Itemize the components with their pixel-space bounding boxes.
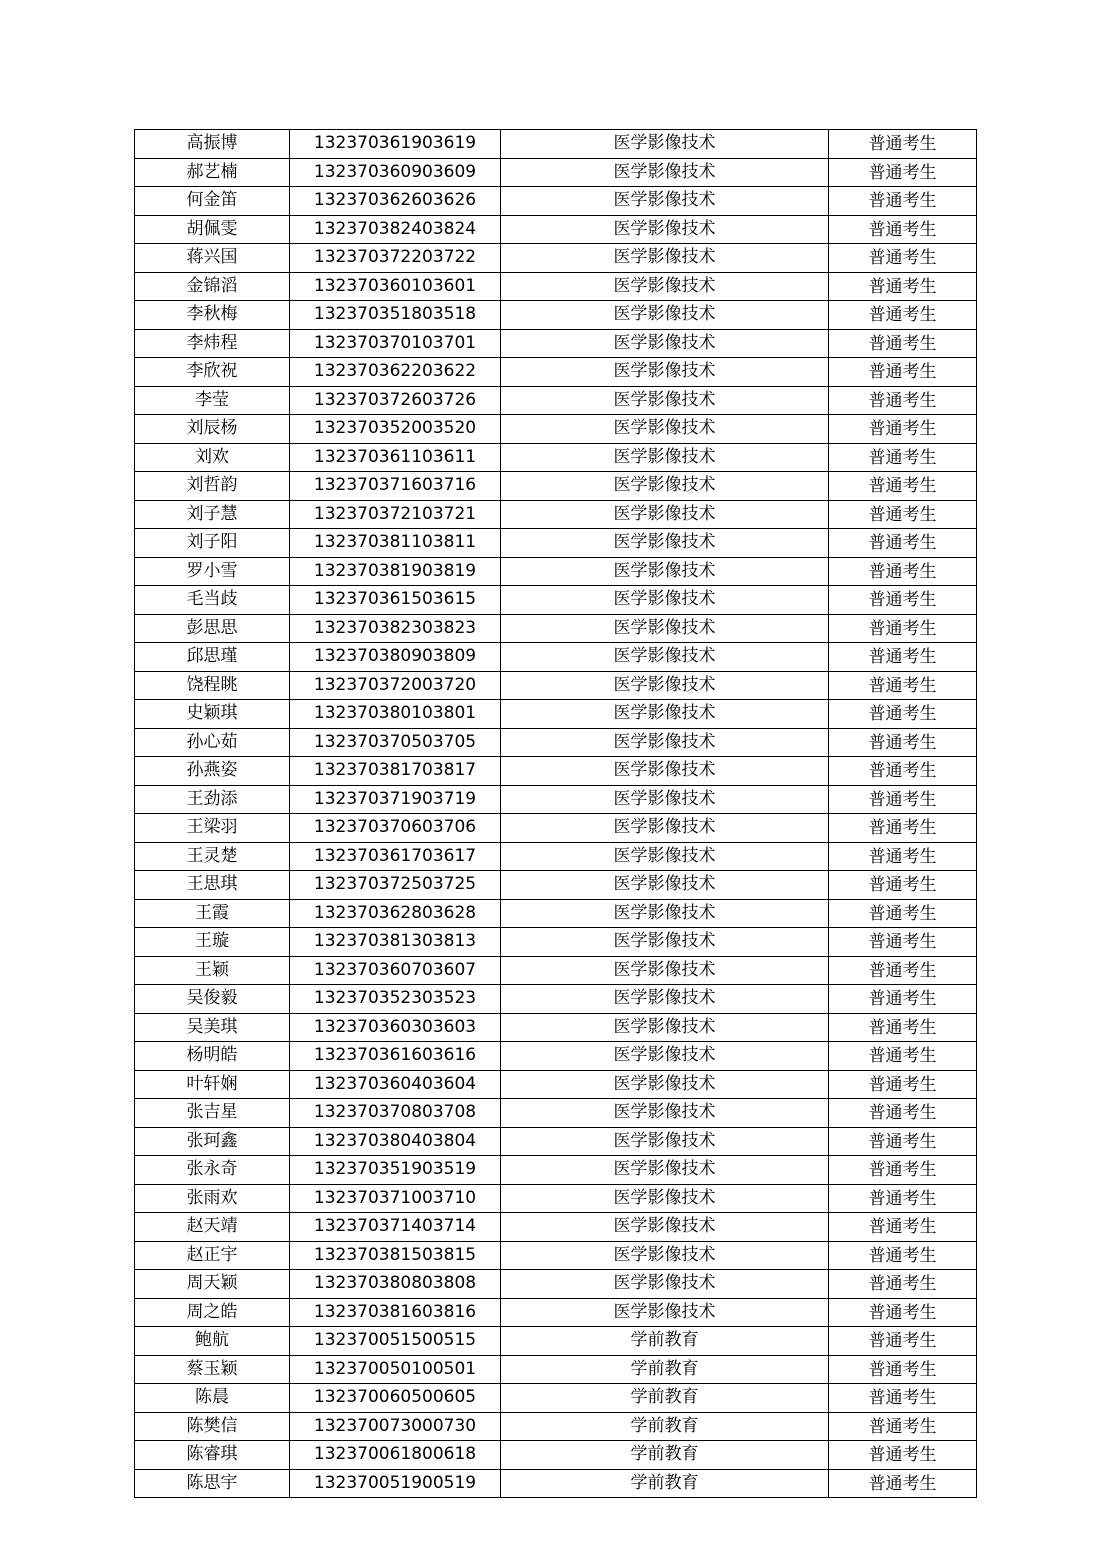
table-row [135, 814, 977, 843]
candidate-type-cell: 普通考生 [829, 130, 977, 159]
table-row [135, 415, 977, 444]
exam-number-cell: 132370382303823 [290, 614, 501, 643]
exam-number-cell: 132370360403604 [290, 1070, 501, 1099]
table-row [135, 1042, 977, 1071]
table-row [135, 871, 977, 900]
exam-number-cell: 132370051900519 [290, 1469, 501, 1498]
table-row [135, 244, 977, 273]
candidate-type-cell: 普通考生 [829, 158, 977, 187]
candidate-type-cell: 普通考生 [829, 244, 977, 273]
student-name-cell: 孙燕姿 [135, 757, 290, 786]
student-name-cell: 张雨欢 [135, 1184, 290, 1213]
student-name-cell: 叶轩娴 [135, 1070, 290, 1099]
candidate-type-cell: 普通考生 [829, 1213, 977, 1242]
exam-number-cell: 132370361503615 [290, 586, 501, 615]
exam-number-cell: 132370380403804 [290, 1127, 501, 1156]
candidate-type-cell: 普通考生 [829, 985, 977, 1014]
table-row [135, 472, 977, 501]
student-name-cell: 王霞 [135, 899, 290, 928]
candidate-type-cell: 普通考生 [829, 358, 977, 387]
exam-number-cell: 132370381903819 [290, 557, 501, 586]
major-cell: 医学影像技术 [501, 358, 829, 387]
major-cell: 学前教育 [501, 1441, 829, 1470]
student-name-cell: 高振博 [135, 130, 290, 159]
student-name-cell: 李秋梅 [135, 301, 290, 330]
major-cell: 医学影像技术 [501, 1213, 829, 1242]
table-row [135, 1127, 977, 1156]
major-cell: 医学影像技术 [501, 671, 829, 700]
table-row [135, 1099, 977, 1128]
table-row [135, 700, 977, 729]
major-cell: 医学影像技术 [501, 614, 829, 643]
candidate-type-cell: 普通考生 [829, 1412, 977, 1441]
major-cell: 医学影像技术 [501, 443, 829, 472]
student-name-cell: 张珂鑫 [135, 1127, 290, 1156]
major-cell: 学前教育 [501, 1412, 829, 1441]
candidate-type-cell: 普通考生 [829, 187, 977, 216]
exam-number-cell: 132370371403714 [290, 1213, 501, 1242]
exam-number-cell: 132370371603716 [290, 472, 501, 501]
table-row [135, 187, 977, 216]
student-name-cell: 张吉星 [135, 1099, 290, 1128]
major-cell: 医学影像技术 [501, 785, 829, 814]
table-row [135, 215, 977, 244]
table-row [135, 158, 977, 187]
student-name-cell: 彭思思 [135, 614, 290, 643]
student-name-cell: 刘辰杨 [135, 415, 290, 444]
table-row [135, 1355, 977, 1384]
candidate-type-cell: 普通考生 [829, 643, 977, 672]
major-cell: 医学影像技术 [501, 529, 829, 558]
student-name-cell: 王梁羽 [135, 814, 290, 843]
exam-number-cell: 132370370803708 [290, 1099, 501, 1128]
table-row [135, 500, 977, 529]
exam-number-cell: 132370361703617 [290, 842, 501, 871]
student-name-cell: 吴俊毅 [135, 985, 290, 1014]
table-row [135, 1270, 977, 1299]
exam-number-cell: 132370361103611 [290, 443, 501, 472]
major-cell: 医学影像技术 [501, 1241, 829, 1270]
candidate-type-cell: 普通考生 [829, 1013, 977, 1042]
student-name-cell: 李炜程 [135, 329, 290, 358]
table-row [135, 1327, 977, 1356]
candidate-type-cell: 普通考生 [829, 1327, 977, 1356]
table-row [135, 1241, 977, 1270]
student-name-cell: 饶程眺 [135, 671, 290, 700]
major-cell: 医学影像技术 [501, 757, 829, 786]
exam-number-cell: 132370372003720 [290, 671, 501, 700]
exam-number-cell: 132370381303813 [290, 928, 501, 957]
candidate-type-cell: 普通考生 [829, 1099, 977, 1128]
table-row [135, 1412, 977, 1441]
major-cell: 医学影像技术 [501, 1270, 829, 1299]
exam-number-cell: 132370371903719 [290, 785, 501, 814]
major-cell: 医学影像技术 [501, 899, 829, 928]
candidate-type-cell: 普通考生 [829, 386, 977, 415]
candidate-type-cell: 普通考生 [829, 728, 977, 757]
exam-number-cell: 132370362203622 [290, 358, 501, 387]
exam-number-cell: 132370361603616 [290, 1042, 501, 1071]
major-cell: 学前教育 [501, 1469, 829, 1498]
exam-number-cell: 132370370103701 [290, 329, 501, 358]
student-name-cell: 陈樊信 [135, 1412, 290, 1441]
exam-number-cell: 132370352003520 [290, 415, 501, 444]
exam-number-cell: 132370381503815 [290, 1241, 501, 1270]
table-row [135, 899, 977, 928]
table-row [135, 529, 977, 558]
candidate-type-cell: 普通考生 [829, 529, 977, 558]
table-row [135, 842, 977, 871]
major-cell: 医学影像技术 [501, 130, 829, 159]
student-name-cell: 王劲添 [135, 785, 290, 814]
exam-number-cell: 132370372203722 [290, 244, 501, 273]
major-cell: 医学影像技术 [501, 386, 829, 415]
exam-number-cell: 132370382403824 [290, 215, 501, 244]
student-name-cell: 孙心茹 [135, 728, 290, 757]
student-name-cell: 陈睿琪 [135, 1441, 290, 1470]
major-cell: 医学影像技术 [501, 472, 829, 501]
table-row [135, 1298, 977, 1327]
exam-number-cell: 132370380803808 [290, 1270, 501, 1299]
candidate-type-cell: 普通考生 [829, 415, 977, 444]
candidate-type-cell: 普通考生 [829, 1156, 977, 1185]
candidate-type-cell: 普通考生 [829, 586, 977, 615]
candidate-type-cell: 普通考生 [829, 472, 977, 501]
exam-number-cell: 132370352303523 [290, 985, 501, 1014]
exam-number-cell: 132370050100501 [290, 1355, 501, 1384]
major-cell: 医学影像技术 [501, 1127, 829, 1156]
exam-number-cell: 132370351803518 [290, 301, 501, 330]
candidate-type-cell: 普通考生 [829, 1070, 977, 1099]
major-cell: 医学影像技术 [501, 1184, 829, 1213]
student-name-cell: 吴美琪 [135, 1013, 290, 1042]
exam-number-cell: 132370372103721 [290, 500, 501, 529]
table-row [135, 386, 977, 415]
candidate-type-cell: 普通考生 [829, 1270, 977, 1299]
table-row [135, 757, 977, 786]
candidate-type-cell: 普通考生 [829, 215, 977, 244]
major-cell: 医学影像技术 [501, 557, 829, 586]
major-cell: 医学影像技术 [501, 956, 829, 985]
exam-number-cell: 132370380903809 [290, 643, 501, 672]
student-name-cell: 周之皓 [135, 1298, 290, 1327]
student-name-cell: 陈晨 [135, 1384, 290, 1413]
candidate-type-cell: 普通考生 [829, 814, 977, 843]
student-name-cell: 金锦滔 [135, 272, 290, 301]
student-name-cell: 李欣祝 [135, 358, 290, 387]
major-cell: 医学影像技术 [501, 187, 829, 216]
exam-number-cell: 132370381103811 [290, 529, 501, 558]
exam-number-cell: 132370061800618 [290, 1441, 501, 1470]
table-row [135, 785, 977, 814]
exam-number-cell: 132370370603706 [290, 814, 501, 843]
exam-number-cell: 132370360303603 [290, 1013, 501, 1042]
major-cell: 医学影像技术 [501, 1042, 829, 1071]
table-row [135, 358, 977, 387]
table-row [135, 643, 977, 672]
admission-table [134, 129, 977, 1498]
table-row [135, 1013, 977, 1042]
major-cell: 医学影像技术 [501, 814, 829, 843]
exam-number-cell: 132370372603726 [290, 386, 501, 415]
table-row [135, 1156, 977, 1185]
student-name-cell: 王颖 [135, 956, 290, 985]
student-name-cell: 罗小雪 [135, 557, 290, 586]
student-name-cell: 赵天靖 [135, 1213, 290, 1242]
student-name-cell: 蒋兴国 [135, 244, 290, 273]
exam-number-cell: 132370073000730 [290, 1412, 501, 1441]
student-name-cell: 郝艺楠 [135, 158, 290, 187]
candidate-type-cell: 普通考生 [829, 871, 977, 900]
candidate-type-cell: 普通考生 [829, 928, 977, 957]
major-cell: 医学影像技术 [501, 329, 829, 358]
candidate-type-cell: 普通考生 [829, 1127, 977, 1156]
major-cell: 医学影像技术 [501, 1298, 829, 1327]
student-name-cell: 刘子阳 [135, 529, 290, 558]
major-cell: 学前教育 [501, 1384, 829, 1413]
exam-number-cell: 132370351903519 [290, 1156, 501, 1185]
table-row [135, 1184, 977, 1213]
candidate-type-cell: 普通考生 [829, 1184, 977, 1213]
table-row [135, 928, 977, 957]
table-row [135, 443, 977, 472]
exam-number-cell: 132370060500605 [290, 1384, 501, 1413]
candidate-type-cell: 普通考生 [829, 1042, 977, 1071]
exam-number-cell: 132370380103801 [290, 700, 501, 729]
exam-number-cell: 132370360103601 [290, 272, 501, 301]
student-name-cell: 邱思瑾 [135, 643, 290, 672]
candidate-type-cell: 普通考生 [829, 443, 977, 472]
table-row [135, 1469, 977, 1498]
table-row [135, 1441, 977, 1470]
student-name-cell: 鲍航 [135, 1327, 290, 1356]
table-row [135, 985, 977, 1014]
major-cell: 医学影像技术 [501, 728, 829, 757]
major-cell: 医学影像技术 [501, 985, 829, 1014]
candidate-type-cell: 普通考生 [829, 500, 977, 529]
major-cell: 医学影像技术 [501, 643, 829, 672]
candidate-type-cell: 普通考生 [829, 899, 977, 928]
table-row [135, 1213, 977, 1242]
exam-number-cell: 132370362603626 [290, 187, 501, 216]
major-cell: 医学影像技术 [501, 272, 829, 301]
table-row [135, 614, 977, 643]
major-cell: 医学影像技术 [501, 215, 829, 244]
exam-number-cell: 132370361903619 [290, 130, 501, 159]
major-cell: 医学影像技术 [501, 500, 829, 529]
student-name-cell: 陈思宇 [135, 1469, 290, 1498]
student-name-cell: 史颖琪 [135, 700, 290, 729]
student-name-cell: 刘哲韵 [135, 472, 290, 501]
student-name-cell: 李莹 [135, 386, 290, 415]
candidate-type-cell: 普通考生 [829, 671, 977, 700]
candidate-type-cell: 普通考生 [829, 842, 977, 871]
major-cell: 医学影像技术 [501, 928, 829, 957]
table-row [135, 329, 977, 358]
table-row [135, 130, 977, 159]
exam-number-cell: 132370372503725 [290, 871, 501, 900]
major-cell: 学前教育 [501, 1327, 829, 1356]
student-name-cell: 杨明皓 [135, 1042, 290, 1071]
candidate-type-cell: 普通考生 [829, 329, 977, 358]
table-row [135, 586, 977, 615]
student-name-cell: 张永奇 [135, 1156, 290, 1185]
exam-number-cell: 132370360903609 [290, 158, 501, 187]
candidate-type-cell: 普通考生 [829, 757, 977, 786]
exam-number-cell: 132370381603816 [290, 1298, 501, 1327]
candidate-type-cell: 普通考生 [829, 956, 977, 985]
candidate-type-cell: 普通考生 [829, 557, 977, 586]
table-row [135, 272, 977, 301]
major-cell: 医学影像技术 [501, 586, 829, 615]
major-cell: 医学影像技术 [501, 842, 829, 871]
exam-number-cell: 132370051500515 [290, 1327, 501, 1356]
exam-number-cell: 132370370503705 [290, 728, 501, 757]
candidate-type-cell: 普通考生 [829, 1384, 977, 1413]
student-name-cell: 王璇 [135, 928, 290, 957]
candidate-type-cell: 普通考生 [829, 1441, 977, 1470]
student-name-cell: 何金笛 [135, 187, 290, 216]
exam-number-cell: 132370362803628 [290, 899, 501, 928]
candidate-type-cell: 普通考生 [829, 301, 977, 330]
table-row [135, 671, 977, 700]
major-cell: 医学影像技术 [501, 1099, 829, 1128]
candidate-type-cell: 普通考生 [829, 785, 977, 814]
major-cell: 医学影像技术 [501, 244, 829, 273]
major-cell: 医学影像技术 [501, 871, 829, 900]
student-name-cell: 胡佩雯 [135, 215, 290, 244]
table-row [135, 728, 977, 757]
candidate-type-cell: 普通考生 [829, 1241, 977, 1270]
student-name-cell: 毛当歧 [135, 586, 290, 615]
student-name-cell: 赵正宇 [135, 1241, 290, 1270]
candidate-type-cell: 普通考生 [829, 1469, 977, 1498]
candidate-type-cell: 普通考生 [829, 1298, 977, 1327]
exam-number-cell: 132370381703817 [290, 757, 501, 786]
major-cell: 医学影像技术 [501, 1156, 829, 1185]
major-cell: 医学影像技术 [501, 158, 829, 187]
major-cell: 医学影像技术 [501, 1013, 829, 1042]
table-row [135, 1070, 977, 1099]
student-name-cell: 刘子慧 [135, 500, 290, 529]
exam-number-cell: 132370371003710 [290, 1184, 501, 1213]
student-name-cell: 蔡玉颖 [135, 1355, 290, 1384]
table-row [135, 956, 977, 985]
table-row [135, 301, 977, 330]
major-cell: 医学影像技术 [501, 1070, 829, 1099]
candidate-type-cell: 普通考生 [829, 1355, 977, 1384]
student-name-cell: 周天颖 [135, 1270, 290, 1299]
candidate-type-cell: 普通考生 [829, 700, 977, 729]
student-name-cell: 刘欢 [135, 443, 290, 472]
candidate-type-cell: 普通考生 [829, 272, 977, 301]
major-cell: 医学影像技术 [501, 415, 829, 444]
exam-number-cell: 132370360703607 [290, 956, 501, 985]
table-row [135, 1384, 977, 1413]
table-body [135, 130, 977, 1498]
major-cell: 医学影像技术 [501, 700, 829, 729]
table-row [135, 557, 977, 586]
student-name-cell: 王灵楚 [135, 842, 290, 871]
student-name-cell: 王思琪 [135, 871, 290, 900]
major-cell: 医学影像技术 [501, 301, 829, 330]
candidate-type-cell: 普通考生 [829, 614, 977, 643]
major-cell: 学前教育 [501, 1355, 829, 1384]
